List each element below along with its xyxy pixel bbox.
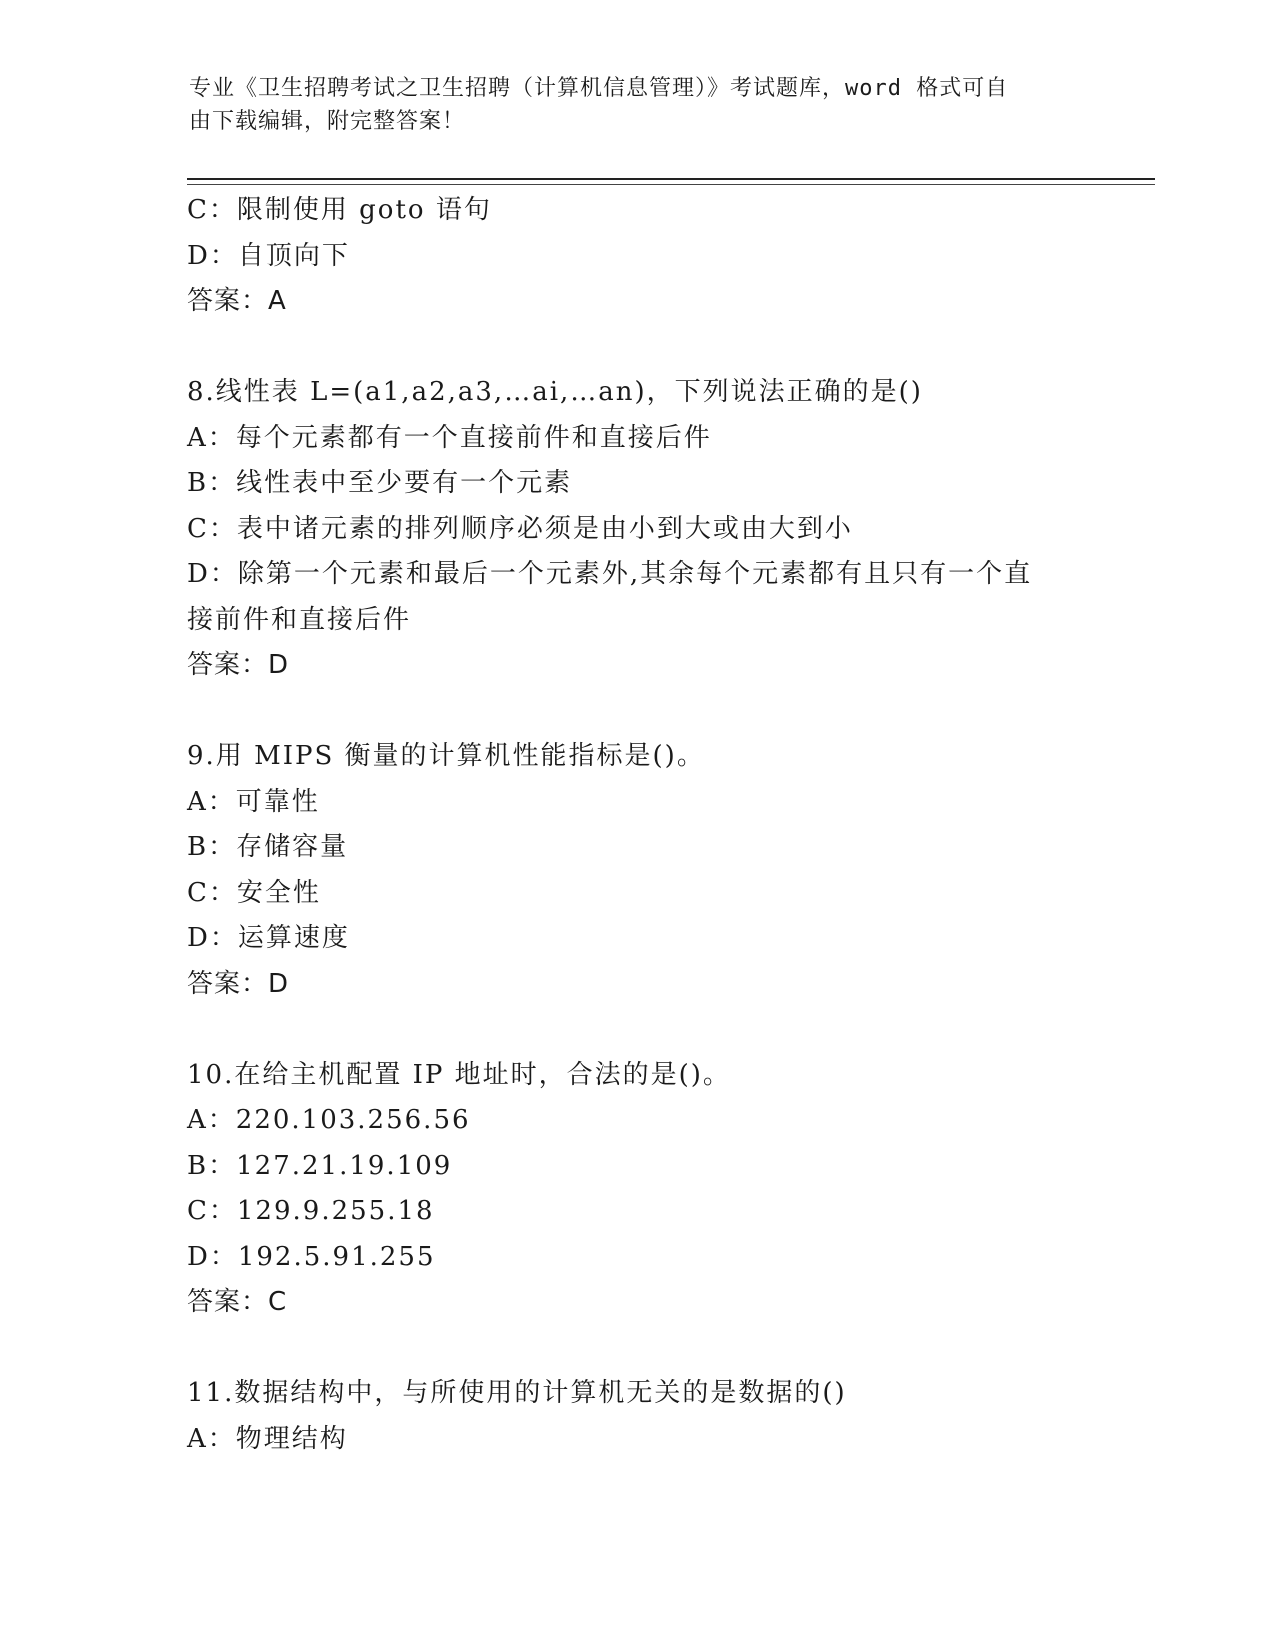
option-b: B：线性表中至少要有一个元素 — [187, 468, 573, 498]
header-line-2: 由下载编辑，附完整答案！ — [189, 109, 466, 134]
answer: 答案：D — [187, 968, 290, 999]
spacer — [187, 325, 1087, 371]
question-list — [187, 188, 1087, 1462]
answer: 答案：D — [187, 650, 290, 680]
spacer — [187, 1326, 1087, 1372]
option-c: C：129.9.255.18 — [187, 1196, 435, 1226]
header-divider-thin — [187, 184, 1155, 185]
option-a: A：220.103.256.56 — [187, 1105, 471, 1135]
option-a: A：每个元素都有一个直接前件和直接后件 — [187, 422, 712, 453]
option-c: C：限制使用 goto 语句 — [187, 195, 492, 225]
option-d: D：自顶向下 — [187, 240, 350, 271]
question-10 — [187, 1053, 1087, 1326]
question-text: 10.在给主机配置 IP 地址时，合法的是()。 — [187, 1059, 731, 1090]
header-line-1: 专业《卫生招聘考试之卫生招聘（计算机信息管理）》考试题库，word 格式可自 — [189, 76, 1009, 101]
question-text: 8.线性表 L=(a1,a2,a3,…ai,…an)，下列说法正确的是() — [187, 377, 923, 407]
option-a: A：物理结构 — [187, 1423, 348, 1454]
option-d: D：192.5.91.255 — [187, 1241, 436, 1272]
option-d-line-1: D：除第一个元素和最后一个元素外,其余每个元素都有且只有一个直 — [187, 559, 1033, 589]
answer: 答案：A — [187, 286, 287, 316]
question-9 — [187, 734, 1087, 1007]
spacer — [187, 689, 1087, 735]
option-c: C：安全性 — [187, 877, 321, 908]
question-text: 9.用 MIPS 衡量的计算机性能指标是()。 — [187, 741, 705, 771]
option-d-line-2: 接前件和直接后件 — [187, 604, 412, 635]
question-7-tail — [187, 188, 1087, 325]
answer: 答案：C — [187, 1287, 288, 1317]
option-b: B：127.21.19.109 — [187, 1150, 453, 1181]
question-text: 11.数据结构中，与所使用的计算机无关的是数据的() — [187, 1378, 847, 1408]
option-d: D：运算速度 — [187, 923, 350, 953]
question-11 — [187, 1371, 1087, 1462]
page-header — [189, 72, 1089, 138]
header-divider-thick — [187, 178, 1155, 180]
question-8 — [187, 370, 1087, 689]
option-c: C：表中诸元素的排列顺序必须是由小到大或由大到小 — [187, 513, 853, 544]
option-b: B：存储容量 — [187, 832, 349, 862]
spacer — [187, 1007, 1087, 1053]
option-a: A：可靠性 — [187, 786, 320, 817]
